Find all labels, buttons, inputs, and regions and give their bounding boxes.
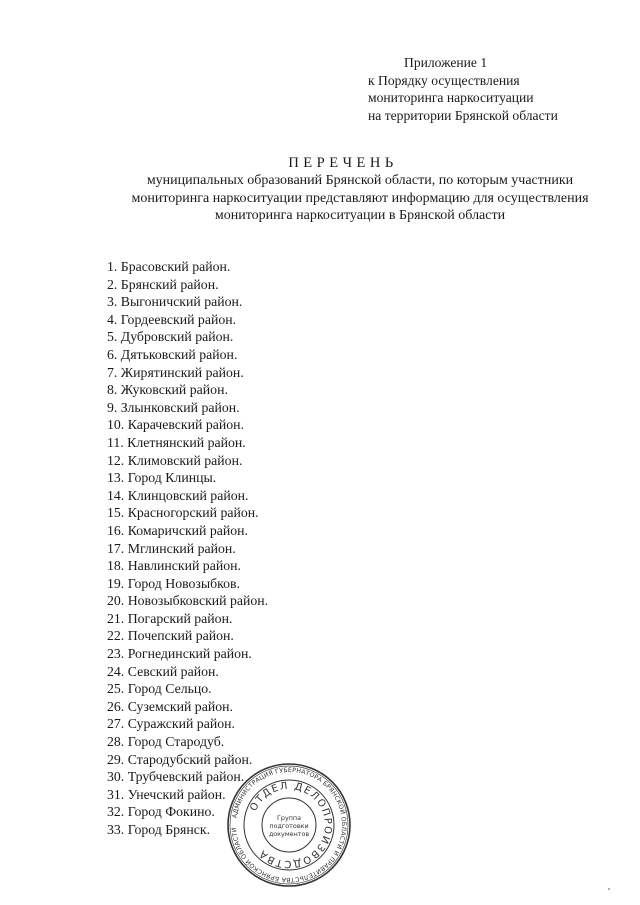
list-item: 8. Жуковский район. xyxy=(107,382,228,398)
appendix-line: мониторинга наркоситуации xyxy=(368,90,534,105)
seal-center-text xyxy=(269,814,310,838)
list-item: 25. Город Сельцо. xyxy=(107,681,212,697)
svg-text:подготовки: подготовки xyxy=(269,822,309,830)
list-item: 16. Комаричский район. xyxy=(107,522,249,538)
list-item: 9. Злынковский район. xyxy=(107,399,240,415)
list-item: 17. Мглинский район. xyxy=(107,540,236,556)
list-item: 5. Дубровский район. xyxy=(107,329,234,345)
subtitle-line: муниципальных образований Брянской области, по которым участники xyxy=(146,173,574,188)
list-item: 7. Жирятинский район. xyxy=(107,364,244,380)
list-item: 33. Город Брянск. xyxy=(107,822,211,837)
appendix-line: к Порядку осуществления xyxy=(368,72,520,88)
list-item: 31. Унечский район. xyxy=(107,786,226,802)
list-item: 13. Город Клинцы. xyxy=(107,470,217,486)
list-item: 19. Город Новозыбков. xyxy=(107,575,241,591)
seal-middle-text: ОТДЕЛ ДЕЛОПРОИЗВОДСТВА xyxy=(248,780,334,870)
list-item: 11. Клетнянский район. xyxy=(107,434,246,450)
list-item: 21. Погарский район. xyxy=(107,610,233,626)
list-item: 15. Красногорский район. xyxy=(107,505,259,521)
list-item: 18. Навлинский район. xyxy=(107,558,241,574)
list-item: 26. Суземский район. xyxy=(107,698,233,714)
list-item: 3. Выгоничский район. xyxy=(107,294,243,310)
document-subtitle xyxy=(100,172,620,225)
list-item: 6. Дятьковский район. xyxy=(107,346,238,362)
list-item: 1. Брасовский район. xyxy=(107,259,231,274)
list-item: 30. Трубчевский район. xyxy=(107,769,245,785)
municipality-list xyxy=(107,258,268,839)
subtitle-line: мониторинга наркоситуации в Брянской области xyxy=(214,208,506,223)
svg-text:Группа: Группа xyxy=(276,814,302,822)
appendix-block xyxy=(368,54,608,124)
list-item: 32. Город Фокино. xyxy=(107,804,215,820)
list-item: 12. Климовский район. xyxy=(107,452,243,468)
document-title: ПЕРЕЧЕНЬ xyxy=(288,155,398,171)
list-item: 23. Рогнединский район. xyxy=(107,646,252,662)
svg-text:документов: документов xyxy=(268,830,310,838)
list-item: 28. Город Стародуб. xyxy=(107,734,225,750)
list-item: 22. Почепский район. xyxy=(107,628,234,644)
subtitle-line: мониторинга наркоситуации представляют информацию для осуществления xyxy=(131,190,589,206)
list-item: 29. Стародубский район. xyxy=(107,751,253,767)
seal-outer-text: АДМИНИСТРАЦИЯ ГУБЕРНАТОРА БРЯНСКОЙ ОБЛАСТИ И ПРАВИТЕЛЬСТВА БРЯНСКОЙ ОБЛАСТИ xyxy=(231,766,348,884)
official-seal xyxy=(226,762,352,888)
appendix-number: Приложение 1 xyxy=(404,55,488,70)
scan-speck xyxy=(608,888,610,890)
list-item: 24. Севский район. xyxy=(107,663,219,679)
list-item: 2. Брянский район. xyxy=(107,276,219,292)
list-item: 27. Суражский район. xyxy=(107,716,235,732)
list-item: 4. Гордеевский район. xyxy=(107,311,237,327)
appendix-line: на территории Брянской области xyxy=(368,107,558,123)
list-item: 10. Карачевский район. xyxy=(107,417,244,433)
list-item: 20. Новозыбковский район. xyxy=(107,593,269,609)
list-item: 14. Клинцовский район. xyxy=(107,487,249,503)
